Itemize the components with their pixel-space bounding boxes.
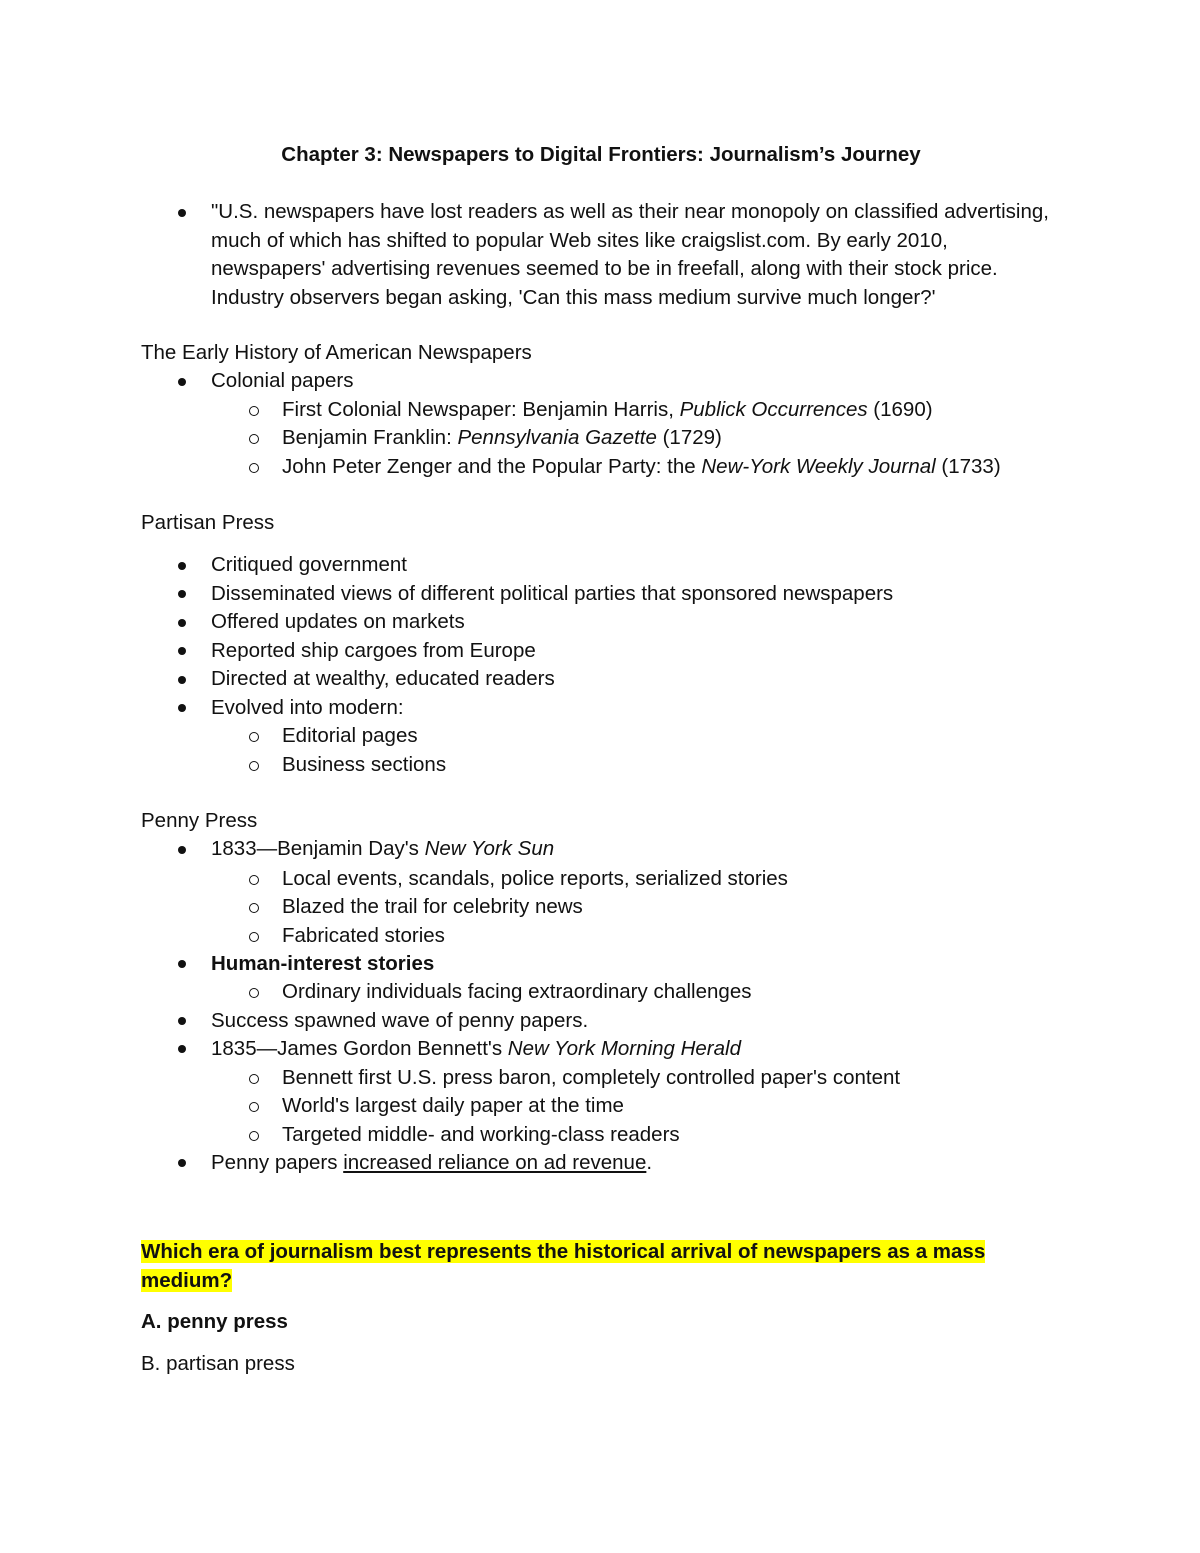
- bullet-icon: [178, 619, 186, 627]
- bullet-icon: [178, 590, 186, 598]
- list-item: 1835—James Gordon Bennett's New York Morning Herald: [211, 1037, 741, 1060]
- list-item: Local events, scandals, police reports, serialized stories: [282, 867, 788, 890]
- list-item: World's largest daily paper at the time: [282, 1094, 624, 1117]
- list-item: Penny papers increased reliance on ad revenue.: [211, 1151, 653, 1174]
- option-a: A. penny press: [141, 1310, 288, 1333]
- circle-bullet-icon: [249, 1102, 259, 1112]
- circle-bullet-icon: [249, 875, 259, 885]
- circle-bullet-icon: [249, 761, 259, 771]
- list-item: John Peter Zenger and the Popular Party: the New-York Weekly Journal (1733): [282, 455, 1001, 478]
- bullet-icon: [178, 1045, 186, 1053]
- list-item-bold: Human-interest stories: [211, 952, 435, 975]
- circle-bullet-icon: [249, 434, 259, 444]
- bullet-icon: [178, 960, 186, 968]
- bullet-icon: [178, 209, 186, 217]
- list-item: Disseminated views of different political parties that sponsored newspapers: [211, 582, 894, 605]
- bullet-icon: [178, 704, 186, 712]
- list-item: Benjamin Franklin: Pennsylvania Gazette (1729): [282, 426, 722, 449]
- option-b: B. partisan press: [141, 1352, 295, 1375]
- page-title: Chapter 3: Newspapers to Digital Frontiers: Journalism’s Journey: [281, 143, 921, 166]
- list-item: Fabricated stories: [282, 924, 445, 947]
- intro-quote: "U.S. newspapers have lost readers as well as their near monopoly on classified advertising, much of which has shifted to popular Web sites like craigslist.com. By early 2010, newspapers' advertising revenues seemed to be in freefall, along with their stock price. Industry observers began asking, 'Can this mass medium survive much longer?': [211, 200, 1049, 309]
- bullet-icon: [178, 676, 186, 684]
- bullet-icon: [178, 378, 186, 386]
- list-item: Business sections: [282, 753, 447, 776]
- list-item: Critiqued government: [211, 553, 407, 576]
- circle-bullet-icon: [249, 1131, 259, 1141]
- circle-bullet-icon: [249, 988, 259, 998]
- list-item: Directed at wealthy, educated readers: [211, 667, 555, 690]
- list-item: Evolved into modern:: [211, 696, 404, 719]
- list-item: Offered updates on markets: [211, 610, 465, 633]
- list-item: 1833—Benjamin Day's New York Sun: [211, 837, 555, 860]
- section-heading-early-history: The Early History of American Newspapers: [141, 341, 532, 364]
- list-item: Blazed the trail for celebrity news: [282, 895, 583, 918]
- circle-bullet-icon: [249, 1074, 259, 1084]
- bullet-icon: [178, 562, 186, 570]
- list-item: Success spawned wave of penny papers.: [211, 1009, 589, 1032]
- list-item: Targeted middle- and working-class readers: [282, 1123, 680, 1146]
- list-item: Editorial pages: [282, 724, 418, 747]
- circle-bullet-icon: [249, 463, 259, 473]
- list-item: Ordinary individuals facing extraordinary challenges: [282, 980, 752, 1003]
- section-heading-penny: Penny Press: [141, 809, 258, 832]
- circle-bullet-icon: [249, 903, 259, 913]
- bullet-icon: [178, 647, 186, 655]
- quiz-question: Which era of journalism best represents the historical arrival of newspapers as a mass medium?: [141, 1240, 986, 1292]
- bullet-icon: [178, 1159, 186, 1167]
- circle-bullet-icon: [249, 406, 259, 416]
- circle-bullet-icon: [249, 932, 259, 942]
- bullet-icon: [178, 846, 186, 854]
- bullet-icon: [178, 1017, 186, 1025]
- list-item: Bennett first U.S. press baron, completely controlled paper's content: [282, 1066, 901, 1089]
- list-item: Colonial papers: [211, 369, 354, 392]
- list-item: Reported ship cargoes from Europe: [211, 639, 536, 662]
- section-heading-partisan: Partisan Press: [141, 511, 275, 534]
- circle-bullet-icon: [249, 732, 259, 742]
- list-item: First Colonial Newspaper: Benjamin Harris, Publick Occurrences (1690): [282, 398, 933, 421]
